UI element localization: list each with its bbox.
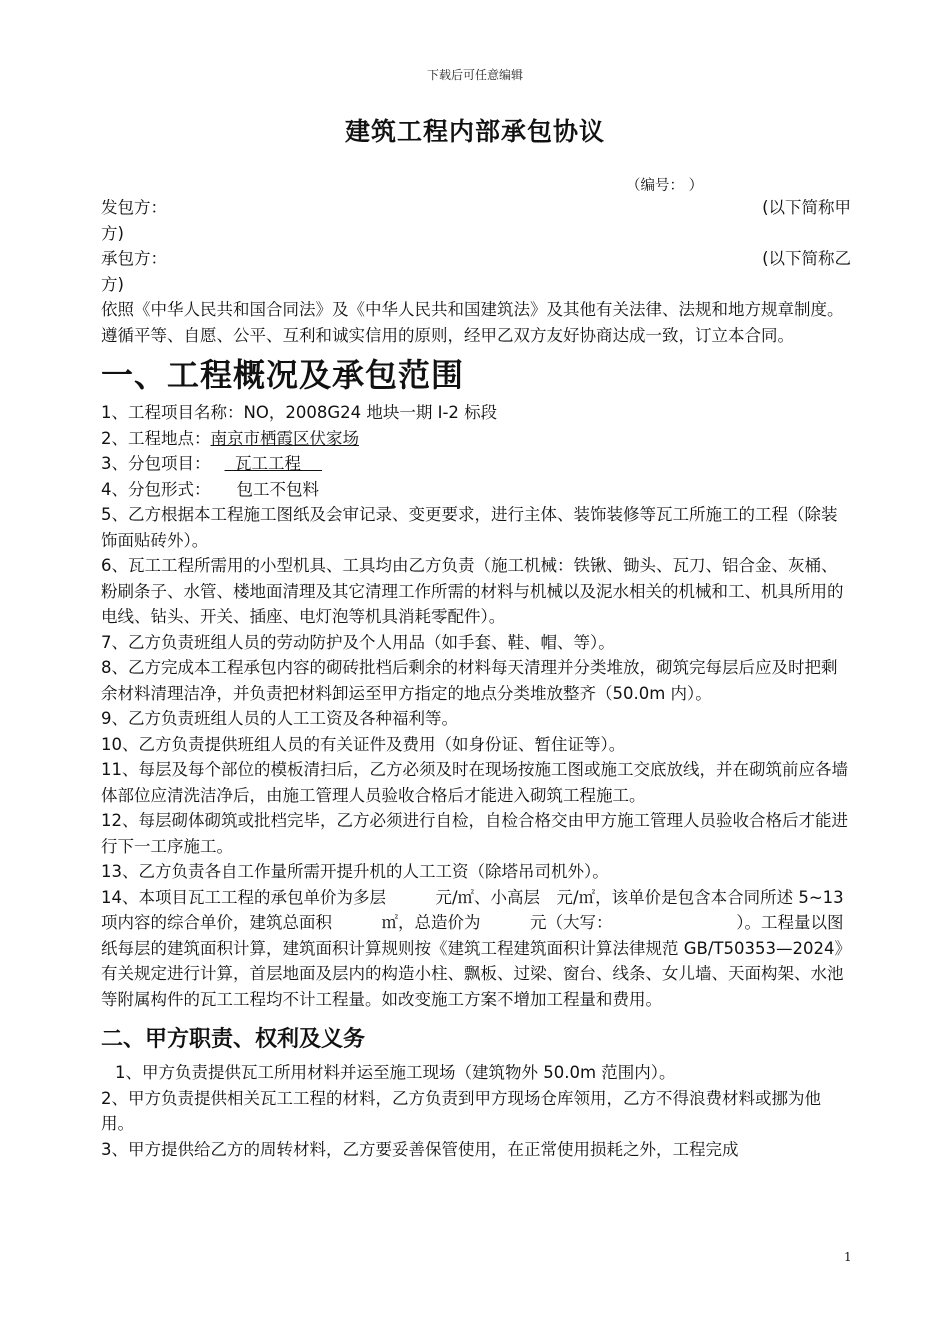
- s1-item-7: 7、乙方负责班组人员的劳动防护及个人用品（如手套、鞋、帽、等）。: [101, 632, 615, 652]
- subcontract-item: 瓦工工程: [224, 454, 322, 473]
- project-location: 南京市栖霞区伏家场: [210, 428, 359, 448]
- s1-item-2: [101, 426, 851, 452]
- section-1-heading: 一、工程概况及承包范围: [101, 356, 465, 394]
- party-a-note: (以下简称甲: [762, 198, 851, 217]
- s1-item-10: 10、乙方负责提供班组人员的有关证件及费用（如身份证、暂住证等）。: [101, 734, 626, 754]
- s1-item-1: 1、工程项目名称：NO，2008G24 地块一期 I-2 标段: [101, 403, 498, 422]
- party-a-tail: 方): [101, 223, 124, 243]
- party-a-line: [101, 195, 851, 221]
- party-a-label: 发包方：: [101, 198, 167, 217]
- document-body: [101, 195, 851, 1162]
- s1-item-6: 6、瓦工工程所需用的小型机具、工具均由乙方负责（施工机械：铁锹、锄头、瓦刀、铝合金、灰桶、粉刷条子、水管、楼地面清理及其它清理工作所需的材料与机械以及泥水相关的机械和工、机具所用的电线、钻头、开关、插座、电灯泡等机具消耗零配件）。: [101, 556, 844, 626]
- s1-item-4-label: 4、分包形式：: [101, 479, 211, 499]
- party-b-line: [101, 246, 851, 272]
- party-b-label: 承包方：: [101, 249, 167, 268]
- s1-item-13: 13、乙方负责各自工作量所需开提升机的人工工资（除塔吊司机外）。: [101, 862, 609, 881]
- s2-item-2: 2、甲方负责提供相关瓦工工程的材料，乙方负责到甲方现场仓库领用，乙方不得浪费材料或挪为他用。: [101, 1088, 821, 1133]
- page-number: 1: [844, 1250, 852, 1264]
- s1-item-8: 8、乙方完成本工程承包内容的砌砖批档后剩余的材料每天清理并分类堆放，砌筑完每层后应及时把剩余材料清理洁净，并负责把材料卸运至甲方指定的地点分类堆放整齐（50.0m 内）。: [101, 658, 838, 703]
- s1-item-14: 14、本项目瓦工工程的承包单价为多层 元/㎡、小高层 元/㎡，该单价是包含本合同所述 5~13 项内容的综合单价，建筑总面积 ㎡，总造价为 元（大写： ）。工程量以图纸每层的建筑面积计算，建筑面积计算规则按《建筑工程建筑面积计算法律规范 GB/T50353—2024》有关规定进行计算，首层地面及层内的构造小柱、飘板、过梁、窗台、线条、女儿墙、天面构架、水池等附属构件的瓦工工程均不计工程量。如改变施工方案不增加工程量和费用。: [101, 887, 851, 1009]
- s1-item-3: [101, 451, 851, 477]
- s1-item-9: 9、乙方负责班组人员的人工工资及各种福利等。: [101, 709, 458, 728]
- s2-item-1: 1、甲方负责提供瓦工所用材料并运至施工现场（建筑物外 50.0m 范围内）。: [115, 1063, 676, 1082]
- s1-item-4: [101, 477, 851, 503]
- intro-paragraph: 依照《中华人民共和国合同法》及《中华人民共和国建筑法》及其他有关法律、法规和地方规章制度。遵循平等、自愿、公平、互利和诚实信用的原则，经甲乙双方友好协商达成一致，订立本合同。: [101, 300, 844, 345]
- party-b-note: (以下简称乙: [762, 249, 851, 268]
- document-title: 建筑工程内部承包协议: [344, 117, 605, 146]
- section-2-heading: 二、甲方职责、权利及义务: [101, 1027, 366, 1052]
- s1-item-12: 12、每层砌体砌筑或批档完毕，乙方必须进行自检，自检合格交由甲方施工管理人员验收合格后才能进行下一工序施工。: [101, 811, 848, 856]
- party-b-tail: 方): [101, 274, 124, 294]
- s1-item-5: 5、乙方根据本工程施工图纸及会审记录、变更要求，进行主体、装饰装修等瓦工所施工的工程（除装饰面贴砖外）。: [101, 505, 838, 550]
- s2-item-3: 3、甲方提供给乙方的周转材料，乙方要妥善保管使用，在正常使用损耗之外，工程完成: [101, 1139, 739, 1159]
- s1-item-3-label: 3、分包项目：: [101, 454, 211, 473]
- subcontract-form: 包工不包料: [236, 479, 319, 499]
- serial-number: （编号： ）: [626, 178, 704, 194]
- header-note: 下载后可任意编辑: [426, 68, 523, 82]
- s1-item-2-label: 2、工程地点：: [101, 428, 211, 448]
- s1-item-11: 11、每层及每个部位的模板清扫后，乙方必须及时在现场按施工图或施工交底放线，并在砌筑前应各墙体部位应清洗洁净后，由施工管理人员验收合格后才能进入砌筑工程施工。: [101, 760, 848, 805]
